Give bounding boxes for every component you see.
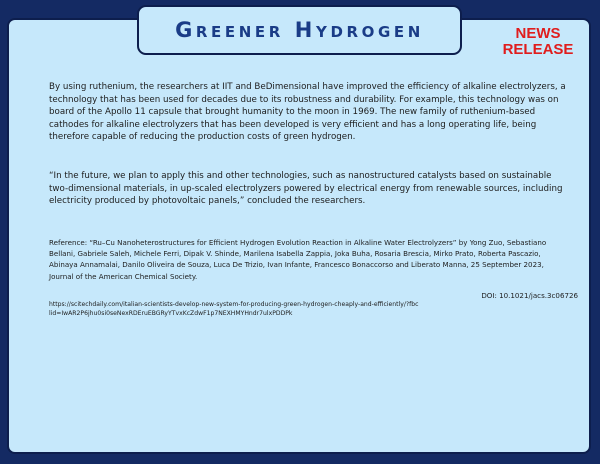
page-title: Greener Hydrogen xyxy=(175,18,424,42)
body-paragraph-1: By using ruthenium, the researchers at IIT and BeDimensional have improved the efficiency of alkaline electrolyzers, a technology that has been used for decades due to its robustness and durability. For example, this technology was on board of the Apollo 11 capsule that brought humanity to the moon in 1969. The new family of ruthenium-based cathodes for alkaline electrolyzers that has been developed is very efficient and has a long operating life, being therefore capable of reducing the production costs of green hydrogen. xyxy=(49,82,566,142)
news-release-badge xyxy=(498,26,578,58)
reference-citation: Reference: “Ru–Cu Nanoheterostructures for Efficient Hydrogen Evolution Reaction in Alkaline Water Electrolyzers” by Yong Zuo, Sebastiano Bellani, Gabriele Saleh, Michele Ferri, Dipak V. Shinde, Marilena Isabella Zappia, Joka Buha, Rosaria Brescia, Mirko Prato, Roberta Pascazio, Abinaya Annamalai, Danilo Oliveira de Souza, Luca De Trizio, Ivan Infante, Francesco Bonaccorso and Liberato Manna, 25 September 2023, Journal of the American Chemical Society. xyxy=(49,238,547,281)
body-paragraph-2: “In the future, we plan to apply this and other technologies, such as nanostructured catalysts based on sustainable two-dimensional materials, in up-scaled electrolyzers powered by electrical energy from renewable sources, including electricity produced by photovoltaic panels,” concluded the researchers. xyxy=(49,171,563,206)
source-url: https://scitechdaily.com/italian-scientists-develop-new-system-for-producing-green-hydrogen-cheaply-and-efficiently/?fbclid=IwAR2P6jhu0si0seNexRDEruEBGRyYTvxKcZdwF1p7NEXHMYHndr7ulxPDDPk xyxy=(49,301,419,317)
badge-line-1: NEWS xyxy=(515,25,561,42)
doi-label: DOI: 10.1021/jacs.3c06726 xyxy=(481,291,578,300)
badge-line-2: RELEASE xyxy=(502,41,574,58)
title-tab xyxy=(137,5,462,55)
